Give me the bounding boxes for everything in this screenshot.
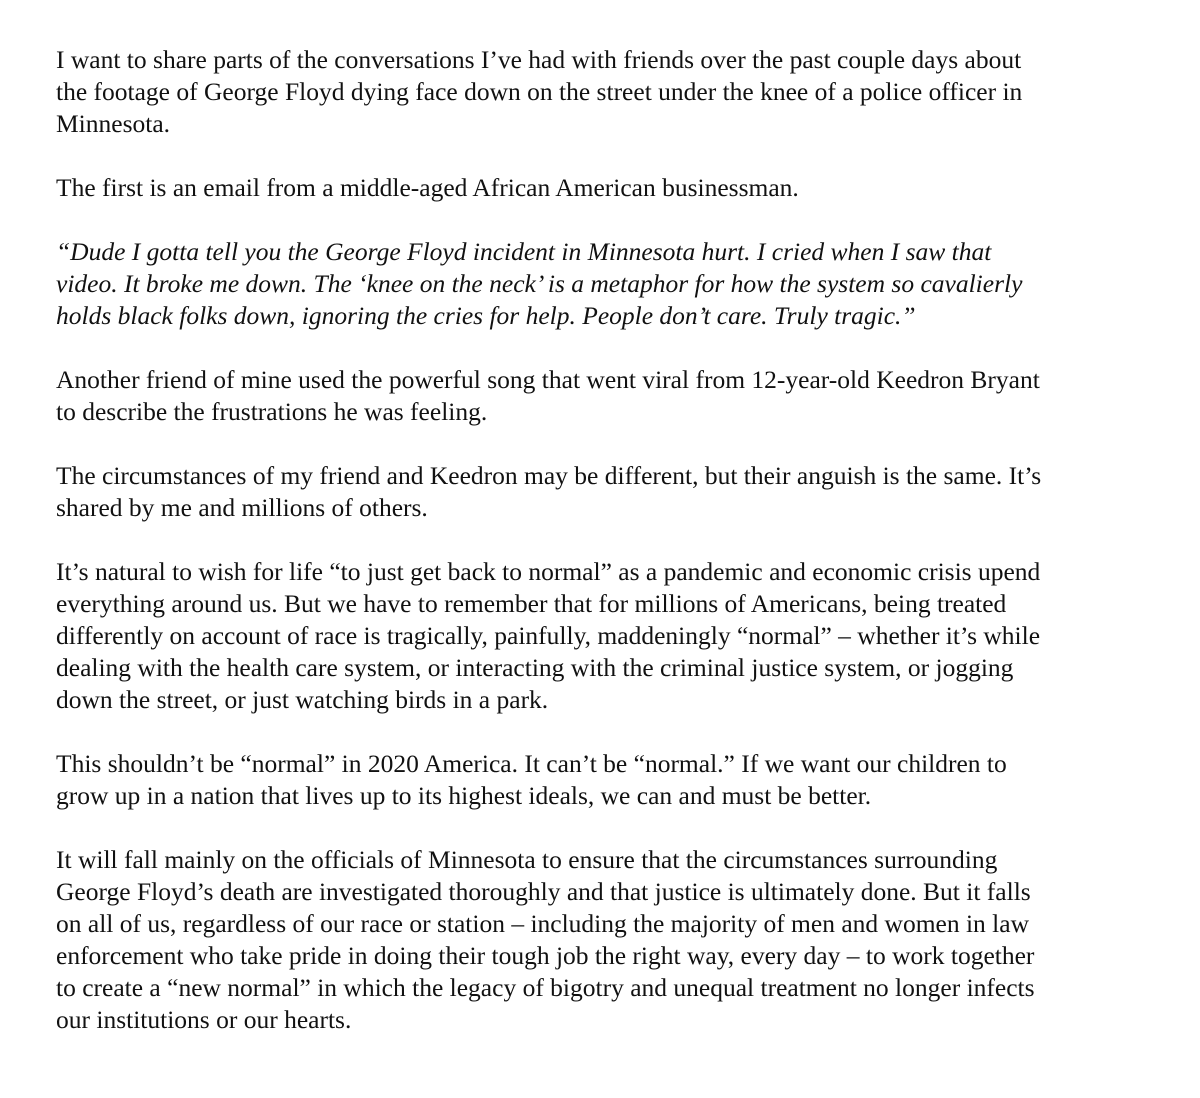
paragraph-line: grow up in a nation that lives up to its highest ideals, we can and must be better.: [56, 781, 872, 810]
paragraph-line: dealing with the health care system, or interacting with the criminal justice system, or jogging: [56, 653, 1014, 682]
paragraph-line: down the street, or just watching birds in a park.: [56, 685, 549, 714]
paragraph-line: holds black folks down, ignoring the cries for help. People don’t care. Truly tragic.”: [56, 301, 916, 330]
paragraph-line: the footage of George Floyd dying face down on the street under the knee of a police officer in: [56, 77, 1023, 106]
paragraph-line: Another friend of mine used the powerful song that went viral from 12-year-old Keedron Bryant: [56, 365, 1040, 394]
paragraph-4: [56, 364, 1166, 428]
paragraph-line: The circumstances of my friend and Keedron may be different, but their anguish is the same. It’s: [56, 461, 1042, 490]
paragraph-line: everything around us. But we have to remember that for millions of Americans, being treated: [56, 589, 1007, 618]
paragraph-line: George Floyd’s death are investigated thoroughly and that justice is ultimately done. But it falls: [56, 877, 1031, 906]
paragraph-1: [56, 44, 1166, 140]
paragraph-5: [56, 460, 1166, 524]
paragraph-line: It will fall mainly on the officials of Minnesota to ensure that the circumstances surrounding: [56, 845, 998, 874]
paragraph-6: [56, 556, 1166, 716]
paragraph-line: “Dude I gotta tell you the George Floyd incident in Minnesota hurt. I cried when I saw that: [56, 237, 992, 266]
paragraph-line: video. It broke me down. The ‘knee on the neck’ is a metaphor for how the system so cavalierly: [56, 269, 1023, 298]
paragraph-line: our institutions or our hearts.: [56, 1005, 352, 1034]
quoted-email: [56, 236, 1166, 332]
paragraph-line: The first is an email from a middle-aged African American businessman.: [56, 173, 799, 202]
paragraph-line: to create a “new normal” in which the legacy of bigotry and unequal treatment no longer infects: [56, 973, 1035, 1002]
paragraph-8: [56, 844, 1166, 1036]
paragraph-line: Minnesota.: [56, 109, 171, 138]
paragraph-line: It’s natural to wish for life “to just get back to normal” as a pandemic and economic crisis upend: [56, 557, 1041, 586]
paragraph-2: [56, 172, 1166, 204]
paragraph-7: [56, 748, 1166, 812]
paragraph-line: I want to share parts of the conversations I’ve had with friends over the past couple days about: [56, 45, 1022, 74]
paragraph-line: on all of us, regardless of our race or station – including the majority of men and women in law: [56, 909, 1029, 938]
paragraph-line: differently on account of race is tragically, painfully, maddeningly “normal” – whether it’s while: [56, 621, 1041, 650]
paragraph-line: to describe the frustrations he was feeling.: [56, 397, 488, 426]
paragraph-line: This shouldn’t be “normal” in 2020 America. It can’t be “normal.” If we want our children to: [56, 749, 1007, 778]
paragraph-line: enforcement who take pride in doing their tough job the right way, every day – to work together: [56, 941, 1035, 970]
document-body: [56, 44, 1166, 1068]
paragraph-line: shared by me and millions of others.: [56, 493, 428, 522]
